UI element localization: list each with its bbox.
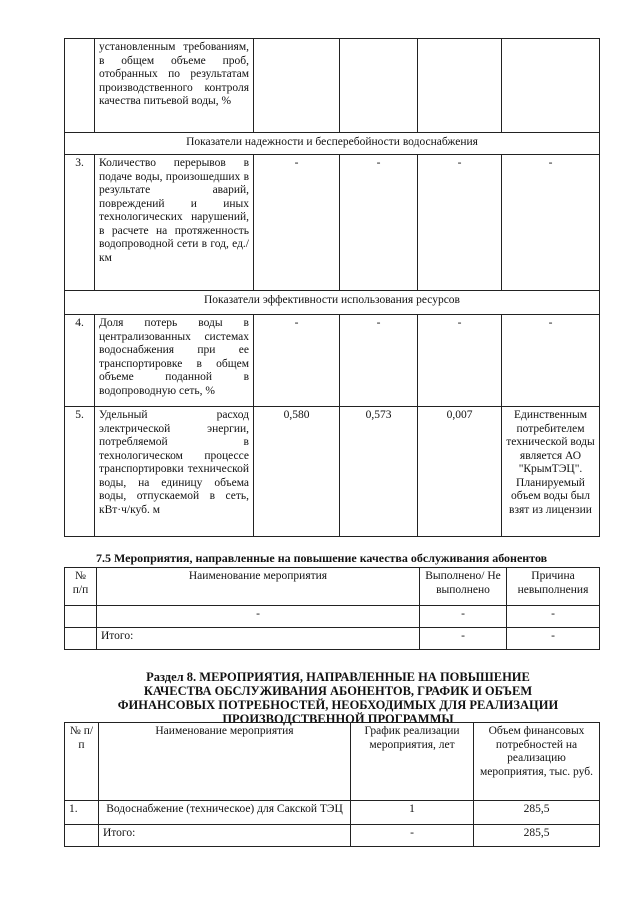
total-label: Итого: xyxy=(99,825,351,847)
value-cell: 0,007 xyxy=(418,407,502,537)
note-cell: Единственным потребителем технической воды является АО "КрымТЭЦ". Планируемый объем воды был взят из лицензии xyxy=(502,407,600,537)
value-cell: - xyxy=(254,315,340,407)
total-status: - xyxy=(420,628,507,650)
total-label: Итого: xyxy=(97,628,420,650)
indicators-table xyxy=(64,38,600,537)
table-row xyxy=(65,39,600,133)
total-row xyxy=(65,628,600,650)
measure-reason: - xyxy=(507,606,600,628)
header-volume: Объем финансовых потребностей на реализацию мероприятия, тыс. руб. xyxy=(474,723,600,801)
row-number: 4. xyxy=(65,315,95,407)
measure-name: Водоснабжение (техническое) для Сакской ТЭЦ xyxy=(99,801,351,825)
header-schedule: График реализации мероприятия, лет xyxy=(351,723,474,801)
value-cell: - xyxy=(340,315,418,407)
value-cell: - xyxy=(502,315,600,407)
section-row xyxy=(65,133,600,155)
total-volume: 285,5 xyxy=(474,825,600,847)
section-row xyxy=(65,291,600,315)
value-cell: - xyxy=(418,155,502,291)
table-row xyxy=(65,155,600,291)
header-name: Наименование мероприятия xyxy=(99,723,351,801)
total-schedule: - xyxy=(351,825,474,847)
value-cell: - xyxy=(254,155,340,291)
measure-status: - xyxy=(420,606,507,628)
row-number: 3. xyxy=(65,155,95,291)
header-status: Выполнено/ Не выполнено xyxy=(420,568,507,606)
indicator-text: Удельный расход электрической энергии, потребляемой в технологическом процессе транспортировки технической воды, на единицу объема воды, отпускаемой в сеть, кВт·ч/куб. м xyxy=(95,407,254,537)
table-row xyxy=(65,315,600,407)
section-heading-efficiency: Показатели эффективности использования ресурсов xyxy=(65,291,600,315)
value-cell: - xyxy=(340,155,418,291)
measure-volume: 285,5 xyxy=(474,801,600,825)
section-heading-reliability: Показатели надежности и бесперебойности водоснабжения xyxy=(65,133,600,155)
header-num: № п/п xyxy=(65,568,97,606)
value-cell: - xyxy=(502,155,600,291)
financial-needs-table xyxy=(64,722,600,847)
indicator-text: Доля потерь воды в централизованных системах водоснабжения при ее транспортировке в общем объеме поданной в водопроводную сеть, % xyxy=(95,315,254,407)
section-8-title: Раздел 8. МЕРОПРИЯТИЯ, НАПРАВЛЕННЫЕ НА ПОВЫШЕНИЕ КАЧЕСТВА ОБСЛУЖИВАНИЯ АБОНЕНТОВ, ГРАФИК И ОБЪЕМ ФИНАНСОВЫХ ПОТРЕБНОСТЕЙ, НЕОБХОДИМЫХ ДЛЯ РЕАЛИЗАЦИИ ПРОИЗВОДСТВЕННОЙ ПРОГРАММЫ xyxy=(117,670,559,726)
table-row xyxy=(65,606,600,628)
header-reason: Причина невыполнения xyxy=(507,568,600,606)
total-reason: - xyxy=(507,628,600,650)
indicator-text: Количество перерывов в подаче воды, произошедших в результате аварий, повреждений и иных технологических нарушений, в расчете на протяженность водопроводной сети в год, ед./км xyxy=(95,155,254,291)
value-cell: - xyxy=(418,315,502,407)
value-cell: 0,580 xyxy=(254,407,340,537)
table-row xyxy=(65,407,600,537)
header-name: Наименование мероприятия xyxy=(97,568,420,606)
value-cell: 0,573 xyxy=(340,407,418,537)
row-number: 5. xyxy=(65,407,95,537)
row-number: 1. xyxy=(65,801,99,825)
total-row xyxy=(65,825,600,847)
table-row xyxy=(65,801,600,825)
measure-name: - xyxy=(97,606,420,628)
header-row xyxy=(65,723,600,801)
header-row xyxy=(65,568,600,606)
section-7-5-title: 7.5 Мероприятия, направленные на повышение качества обслуживания абонентов xyxy=(96,551,548,565)
service-measures-table xyxy=(64,567,600,650)
header-num: № п/п xyxy=(65,723,99,801)
indicator-text: установленным требованиям, в общем объеме проб, отобранных по результатам производственного контроля качества питьевой воды, % xyxy=(95,39,254,133)
measure-schedule: 1 xyxy=(351,801,474,825)
